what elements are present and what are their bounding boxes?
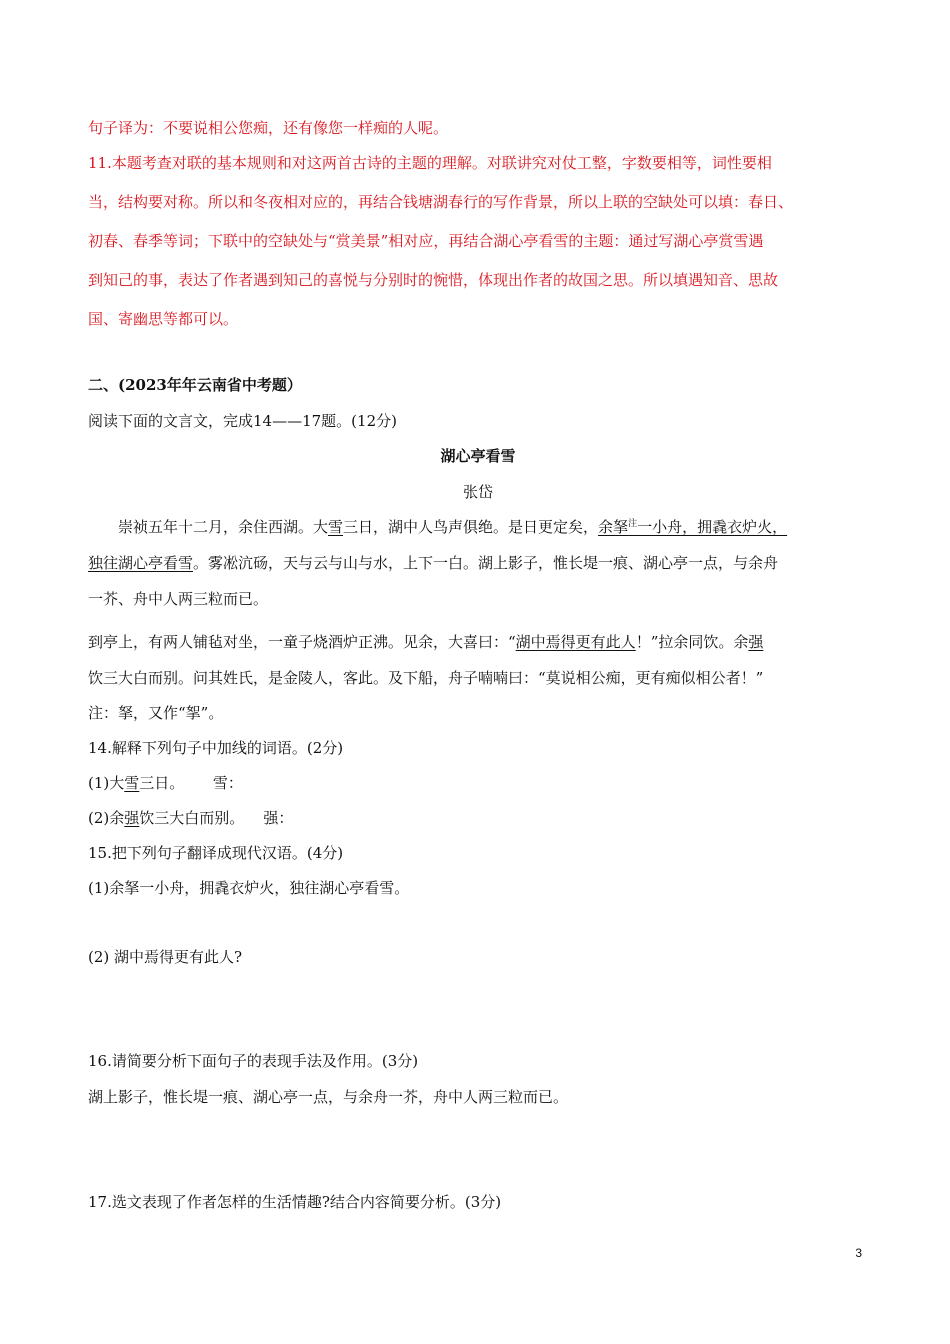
question-15: 15.把下列句子翻译成现代汉语。(4分) [88, 844, 344, 862]
underlined-word: 雪 [124, 774, 140, 792]
underlined-phrase: 余拏$^注$一小舟，拥毳衣炉火， [598, 518, 788, 536]
answer-q11-line-3: 初春、春季等词；下联中的空缺处与“赏美景”相对应，再结合湖心亭看雪的主题：通过写湖心亭赏雪遇 [88, 232, 764, 250]
passage-line-4: 到亭上，有两人铺毡对坐，一童子烧酒炉正沸。见余，大喜曰：“湖中焉得更有此人！”拉余同饮。余强 [88, 633, 764, 651]
answer-q11-line-1: 11.本题考查对联的基本规则和对这两首古诗的主题的理解。对联讲究对仗工整，字数要相等，词性要相 [88, 154, 772, 172]
underlined-phrase: 湖中焉得更有此人 [515, 633, 636, 651]
page-number: 3 [855, 1246, 862, 1260]
question-16: 16.请简要分析下面句子的表现手法及作用。(3分) [88, 1052, 419, 1070]
section-heading: 二、(2023年年云南省中考题） [88, 376, 302, 394]
underlined-word: 雪 [328, 518, 344, 536]
underlined-word: 强 [124, 809, 140, 827]
passage-note: 注：拏，又作“挐”。 [88, 704, 224, 722]
footnote-marker: 注 [628, 519, 638, 529]
answer-q11-line-4: 到知己的事，表达了作者遇到知己的喜悦与分别时的惋惜，体现出作者的故国之思。所以填遇知音、思故 [88, 271, 779, 289]
question-15-2: (2) 湖中焉得更有此人? [88, 948, 243, 966]
passage-line-5: 饮三大白而别。问其姓氏，是金陵人，客此。及下船，舟子喃喃曰：“莫说相公痴，更有痴似相公者！” [88, 669, 764, 687]
passage-line-2: 独往湖心亭看雪。雾凇沆砀，天与云与山与水，上下一白。湖上影子，惟长堤一痕、湖心亭一点，与余舟 [88, 554, 779, 572]
question-15-1: (1)余拏一小舟，拥毳衣炉火，独往湖心亭看雪。 [88, 879, 410, 897]
passage-author: 张岱 [462, 483, 493, 501]
question-14-1: (1)大雪三日。 雪： [88, 774, 243, 792]
passage-line-3: 一芥、舟中人两三粒而已。 [88, 590, 269, 608]
answer-q11-line-2: 当，结构要对称。所以和冬夜相对应的，再结合钱塘湖春行的写作背景，所以上联的空缺处可以填：春日、 [88, 193, 794, 211]
question-16-text: 湖上影子，惟长堤一痕、湖心亭一点，与余舟一芥，舟中人两三粒而已。 [88, 1088, 569, 1106]
section-instruction: 阅读下面的文言文，完成14——17题。(12分) [88, 412, 397, 430]
passage-title: 湖心亭看雪 [440, 447, 516, 465]
answer-translation-line: 句子译为：不要说相公您痴，还有像您一样痴的人呢。 [88, 119, 449, 137]
question-17: 17.选文表现了作者怎样的生活情趣?结合内容简要分析。(3分) [88, 1193, 502, 1211]
question-14: 14.解释下列句子中加线的词语。(2分) [88, 739, 344, 757]
answer-q11-line-5: 国、寄幽思等都可以。 [88, 310, 239, 328]
question-14-2: (2)余强饮三大白而别。 强： [88, 809, 294, 827]
underlined-phrase: 独往湖心亭看雪 [88, 554, 194, 572]
passage-line-1: 崇祯五年十二月，余住西湖。大雪三日，湖中人鸟声俱绝。是日更定矣，余拏$^注$一小舟，拥毳衣炉火， [118, 518, 788, 536]
underlined-word: 强 [748, 633, 764, 651]
